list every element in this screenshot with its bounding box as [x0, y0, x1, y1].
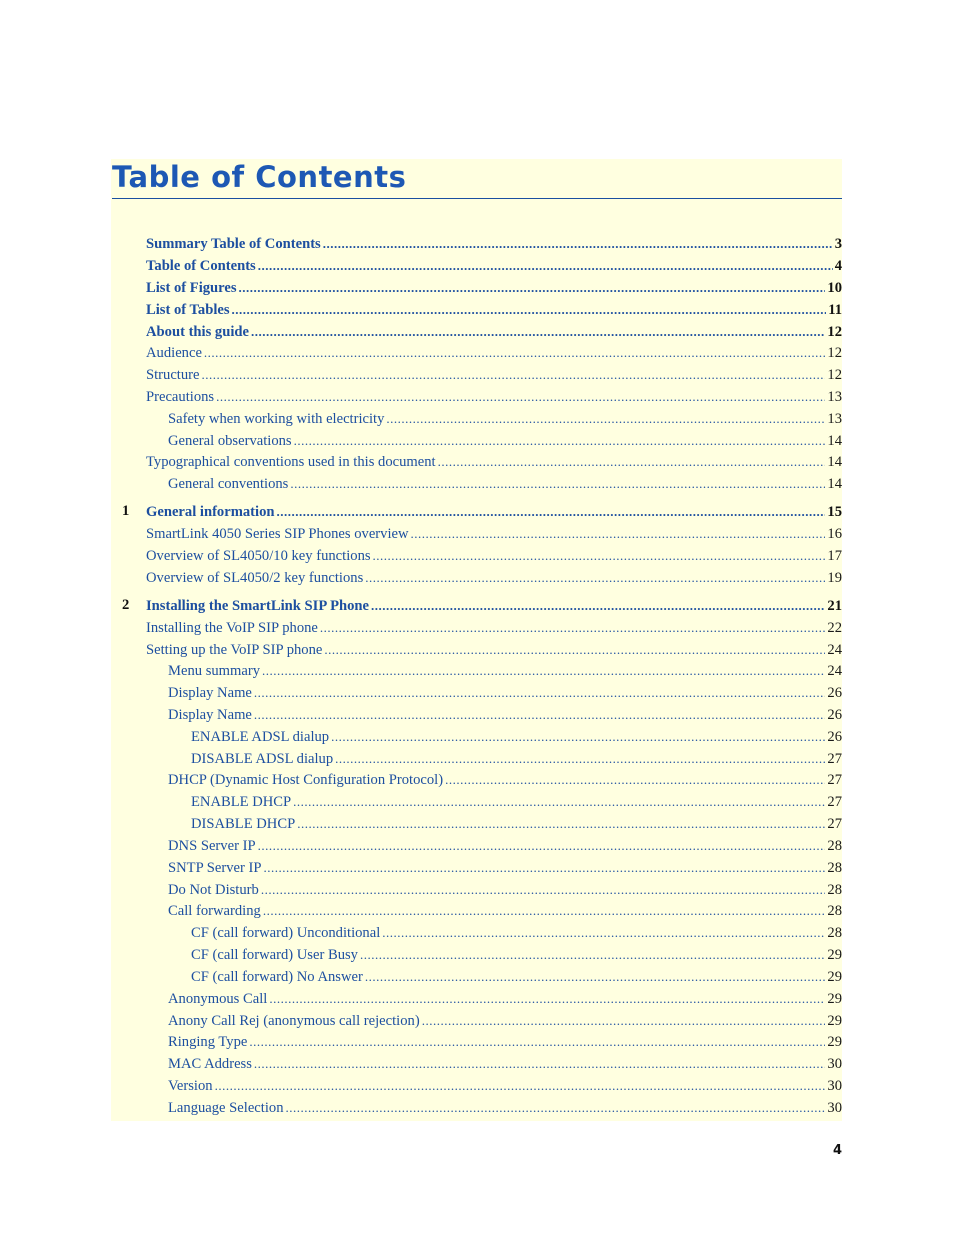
toc-entry[interactable]: DHCP (Dynamic Host Configuration Protocol) ..... 27 [168, 770, 842, 789]
toc-entry[interactable]: Overview of SL4050/10 key functions ..... 17 [146, 546, 842, 565]
toc-entry[interactable]: Typographical conventions used in this document ..... 14 [146, 452, 842, 471]
toc-entry[interactable]: MAC Address ..... 30 [168, 1054, 842, 1073]
toc-entry[interactable]: CF (call forward) User Busy ..... 29 [191, 945, 842, 964]
toc-entry[interactable]: Language Selection ..... 30 [168, 1098, 842, 1117]
toc-entry[interactable]: Ringing Type ..... 29 [168, 1032, 842, 1051]
toc-entry[interactable]: DISABLE DHCP ..... 27 [191, 814, 842, 833]
toc-entry[interactable]: About this guide ..... 12 [146, 322, 842, 341]
toc-entry[interactable]: Do Not Disturb ..... 28 [168, 880, 842, 899]
toc-entry[interactable]: ENABLE ADSL dialup ..... 26 [191, 727, 842, 746]
toc-entry[interactable]: Precautions ..... 13 [146, 387, 842, 406]
page-title: Table of Contents [112, 160, 407, 194]
toc-entry[interactable]: Menu summary ..... 24 [168, 661, 842, 680]
toc-entry[interactable]: Version ..... 30 [168, 1076, 842, 1095]
toc-entry[interactable]: Table of Contents ..... 4 [146, 256, 842, 275]
toc-entry[interactable]: Audience ..... 12 [146, 343, 842, 362]
toc-entry[interactable]: General conventions ..... 14 [168, 474, 842, 493]
toc-entry[interactable]: DISABLE ADSL dialup ..... 27 [191, 749, 842, 768]
toc-entry[interactable]: List of Tables ..... 11 [146, 300, 842, 319]
toc-entry[interactable]: SNTP Server IP ..... 28 [168, 858, 842, 877]
toc-entry[interactable]: ENABLE DHCP ..... 27 [191, 792, 842, 811]
chapter-number: 2 [122, 597, 130, 613]
toc-entry[interactable]: Structure ..... 12 [146, 365, 842, 384]
toc-entry[interactable]: CF (call forward) No Answer ..... 29 [191, 967, 842, 986]
toc-entry[interactable]: Display Name ..... 26 [168, 683, 842, 702]
toc-entry[interactable]: Anony Call Rej (anonymous call rejection) ..... 29 [168, 1011, 842, 1030]
toc-chapter-entry[interactable]: General information ..... 15 [146, 502, 842, 521]
toc-entry[interactable]: Anonymous Call ..... 29 [168, 989, 842, 1008]
toc-entry[interactable]: Summary Table of Contents ..... 3 [146, 234, 842, 253]
toc-entry[interactable]: Installing the VoIP SIP phone ..... 22 [146, 618, 842, 637]
chapter-number: 1 [122, 503, 130, 519]
toc-entry[interactable]: Safety when working with electricity ..... 13 [168, 409, 842, 428]
toc-entry[interactable]: General observations ..... 14 [168, 431, 842, 450]
toc-entry[interactable]: Call forwarding ..... 28 [168, 901, 842, 920]
toc-entry[interactable]: DNS Server IP ..... 28 [168, 836, 842, 855]
toc-entry[interactable]: CF (call forward) Unconditional ..... 28 [191, 923, 842, 942]
toc-entry[interactable]: Setting up the VoIP SIP phone ..... 24 [146, 640, 842, 659]
toc-entry[interactable]: SmartLink 4050 Series SIP Phones overview ..... 16 [146, 524, 842, 543]
toc-entry[interactable]: Display Name ..... 26 [168, 705, 842, 724]
page-number: 4 [832, 1143, 842, 1158]
toc-chapter-entry[interactable]: Installing the SmartLink SIP Phone ..... 21 [146, 596, 842, 615]
toc-entry[interactable]: List of Figures ..... 10 [146, 278, 842, 297]
toc-entry[interactable]: Overview of SL4050/2 key functions ..... 19 [146, 568, 842, 587]
